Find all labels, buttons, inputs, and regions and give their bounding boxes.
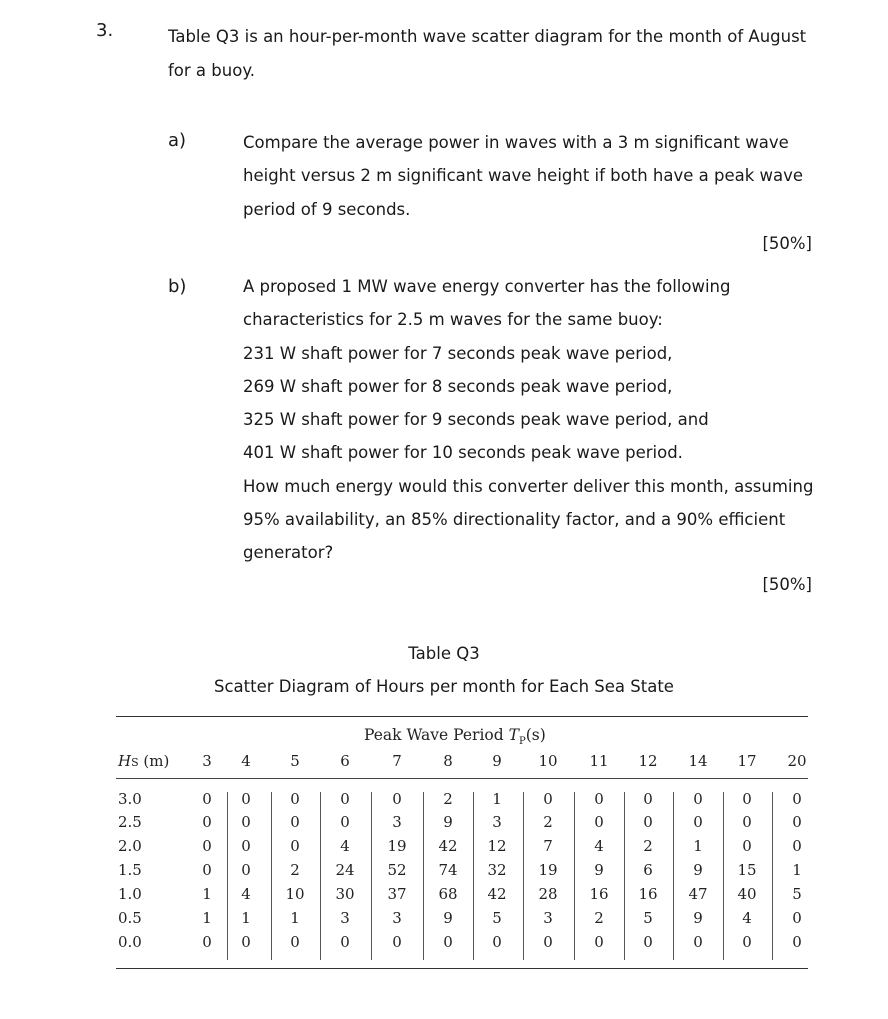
period-header-17: 17 bbox=[737, 752, 757, 770]
hs-row-label: 3.0 bbox=[118, 790, 142, 808]
table-cell: 1 bbox=[290, 909, 300, 927]
part-b-line: How much energy would this converter deliver this month, assuming bbox=[243, 476, 814, 496]
table-cell: 0 bbox=[643, 933, 653, 951]
table-title: Table Q3 bbox=[408, 644, 480, 663]
table-cell: 2 bbox=[643, 837, 653, 855]
table-cell: 0 bbox=[543, 790, 553, 808]
period-symbol-subscript: P bbox=[518, 736, 526, 748]
table-cell: 0 bbox=[241, 861, 251, 879]
table-cell: 0 bbox=[202, 933, 212, 951]
part-b-line: 269 W shaft power for 8 seconds peak wave period, bbox=[243, 376, 673, 396]
table-cell: 3 bbox=[392, 813, 402, 831]
part-b-line: 231 W shaft power for 7 seconds peak wave period, bbox=[243, 343, 673, 363]
table-cell: 0 bbox=[202, 813, 212, 831]
table-cell: 68 bbox=[438, 885, 458, 903]
table-cell: 0 bbox=[594, 813, 604, 831]
table-cell: 9 bbox=[443, 909, 453, 927]
table-cell: 0 bbox=[693, 790, 703, 808]
table-bottom-rule bbox=[116, 968, 808, 969]
table-cell: 2 bbox=[443, 790, 453, 808]
table-cell: 0 bbox=[693, 813, 703, 831]
table-cell: 19 bbox=[538, 861, 558, 879]
hs-row-label: 0.0 bbox=[118, 933, 142, 951]
table-cell: 1 bbox=[241, 909, 251, 927]
table-cell: 3 bbox=[543, 909, 553, 927]
part-b-text bbox=[243, 270, 823, 570]
column-divider bbox=[523, 792, 524, 960]
part-b-line: 95% availability, an 85% directionality factor, and a 90% efficient bbox=[243, 510, 786, 530]
period-header-3: 3 bbox=[202, 752, 212, 770]
question-intro-line: for a buoy. bbox=[168, 61, 255, 80]
table-cell: 4 bbox=[594, 837, 604, 855]
part-b-line: 325 W shaft power for 9 seconds peak wave period, and bbox=[243, 410, 709, 430]
column-divider bbox=[473, 792, 474, 960]
table-cell: 0 bbox=[492, 933, 502, 951]
table-cell: 74 bbox=[438, 861, 458, 879]
question-number: 3. bbox=[96, 20, 114, 41]
table-cell: 0 bbox=[290, 837, 300, 855]
table-cell: 1 bbox=[792, 861, 802, 879]
table-cell: 0 bbox=[742, 837, 752, 855]
period-symbol: T bbox=[508, 726, 519, 744]
table-cell: 0 bbox=[202, 790, 212, 808]
table-cell: 0 bbox=[290, 933, 300, 951]
table-cell: 16 bbox=[589, 885, 609, 903]
table-cell: 0 bbox=[340, 813, 350, 831]
table-cell: 0 bbox=[241, 837, 251, 855]
period-header-8: 8 bbox=[443, 752, 453, 770]
table-cell: 0 bbox=[340, 933, 350, 951]
table-cell: 0 bbox=[594, 933, 604, 951]
table-header-rule bbox=[116, 778, 808, 779]
part-b-line: 401 W shaft power for 10 seconds peak wave period. bbox=[243, 443, 683, 463]
table-cell: 5 bbox=[492, 909, 502, 927]
table-cell: 0 bbox=[693, 933, 703, 951]
table-cell: 0 bbox=[443, 933, 453, 951]
table-cell: 28 bbox=[538, 885, 558, 903]
table-cell: 10 bbox=[285, 885, 305, 903]
table-cell: 32 bbox=[487, 861, 507, 879]
hs-symbol: H bbox=[118, 752, 132, 770]
table-cell: 2 bbox=[290, 861, 300, 879]
table-cell: 30 bbox=[335, 885, 355, 903]
part-b-line: generator? bbox=[243, 543, 334, 563]
part-a-line: height versus 2 m significant wave height if both have a peak wave bbox=[243, 166, 804, 186]
part-b-line: characteristics for 2.5 m waves for the same buoy: bbox=[243, 310, 663, 330]
table-cell: 0 bbox=[792, 837, 802, 855]
column-divider bbox=[673, 792, 674, 960]
part-b-line: A proposed 1 MW wave energy converter has the following bbox=[243, 277, 731, 296]
column-divider bbox=[624, 792, 625, 960]
table-cell: 2 bbox=[543, 813, 553, 831]
table-cell: 42 bbox=[438, 837, 458, 855]
table-cell: 47 bbox=[688, 885, 708, 903]
table-cell: 0 bbox=[241, 813, 251, 831]
table-cell: 1 bbox=[202, 885, 212, 903]
hs-row-label: 1.5 bbox=[118, 861, 142, 879]
table-cell: 0 bbox=[392, 933, 402, 951]
period-header-7: 7 bbox=[392, 752, 402, 770]
hs-column-header bbox=[118, 752, 169, 770]
table-cell: 0 bbox=[594, 790, 604, 808]
question-intro-line: Table Q3 is an hour-per-month wave scatter diagram for the month of August bbox=[168, 27, 807, 46]
table-cell: 0 bbox=[392, 790, 402, 808]
column-divider bbox=[320, 792, 321, 960]
part-a-line: Compare the average power in waves with a 3 m significant wave bbox=[243, 133, 789, 152]
table-cell: 0 bbox=[643, 813, 653, 831]
question-intro bbox=[168, 20, 818, 88]
hs-unit: (m) bbox=[138, 752, 170, 770]
table-cell: 0 bbox=[202, 861, 212, 879]
table-cell: 0 bbox=[792, 813, 802, 831]
table-cell: 5 bbox=[792, 885, 802, 903]
table-cell: 16 bbox=[638, 885, 658, 903]
period-header-4: 4 bbox=[241, 752, 251, 770]
table-cell: 42 bbox=[487, 885, 507, 903]
table-cell: 0 bbox=[792, 933, 802, 951]
part-b-label: b) bbox=[168, 276, 187, 297]
column-divider bbox=[772, 792, 773, 960]
period-header-6: 6 bbox=[340, 752, 350, 770]
table-cell: 0 bbox=[742, 813, 752, 831]
column-divider bbox=[723, 792, 724, 960]
table-cell: 9 bbox=[693, 909, 703, 927]
period-unit: (s) bbox=[525, 726, 546, 744]
part-a-marks: [50%] bbox=[762, 234, 812, 253]
table-cell: 15 bbox=[737, 861, 757, 879]
period-header-9: 9 bbox=[492, 752, 502, 770]
table-cell: 5 bbox=[643, 909, 653, 927]
table-cell: 40 bbox=[737, 885, 757, 903]
column-divider bbox=[574, 792, 575, 960]
hs-row-label: 2.5 bbox=[118, 813, 142, 831]
table-cell: 0 bbox=[290, 790, 300, 808]
table-cell: 9 bbox=[693, 861, 703, 879]
table-cell: 0 bbox=[340, 790, 350, 808]
table-cell: 4 bbox=[241, 885, 251, 903]
period-group-header bbox=[364, 726, 546, 747]
table-cell: 0 bbox=[742, 790, 752, 808]
period-header-5: 5 bbox=[290, 752, 300, 770]
hs-symbol-subscript: S bbox=[131, 756, 139, 769]
table-cell: 0 bbox=[792, 909, 802, 927]
hs-row-label: 2.0 bbox=[118, 837, 142, 855]
column-divider bbox=[423, 792, 424, 960]
period-header-14: 14 bbox=[688, 752, 708, 770]
table-cell: 4 bbox=[340, 837, 350, 855]
part-a-line: period of 9 seconds. bbox=[243, 199, 411, 219]
part-a-label: a) bbox=[168, 130, 187, 151]
table-cell: 3 bbox=[492, 813, 502, 831]
part-b-marks: [50%] bbox=[762, 575, 812, 594]
period-group-header-text: Peak Wave Period bbox=[364, 726, 509, 744]
table-cell: 4 bbox=[742, 909, 752, 927]
table-cell: 52 bbox=[387, 861, 407, 879]
table-cell: 9 bbox=[594, 861, 604, 879]
hs-row-label: 1.0 bbox=[118, 885, 142, 903]
table-cell: 1 bbox=[202, 909, 212, 927]
table-cell: 9 bbox=[443, 813, 453, 831]
table-cell: 7 bbox=[543, 837, 553, 855]
table-cell: 1 bbox=[693, 837, 703, 855]
table-cell: 2 bbox=[594, 909, 604, 927]
table-cell: 1 bbox=[492, 790, 502, 808]
table-cell: 0 bbox=[643, 790, 653, 808]
period-header-12: 12 bbox=[638, 752, 658, 770]
period-header-11: 11 bbox=[589, 752, 609, 770]
part-a-text bbox=[243, 126, 823, 226]
table-cell: 24 bbox=[335, 861, 355, 879]
table-cell: 3 bbox=[340, 909, 350, 927]
period-header-10: 10 bbox=[538, 752, 558, 770]
table-cell: 0 bbox=[543, 933, 553, 951]
table-cell: 37 bbox=[387, 885, 407, 903]
table-cell: 0 bbox=[202, 837, 212, 855]
table-cell: 0 bbox=[241, 933, 251, 951]
column-divider bbox=[371, 792, 372, 960]
table-cell: 0 bbox=[241, 790, 251, 808]
table-cell: 3 bbox=[392, 909, 402, 927]
table-cell: 0 bbox=[792, 790, 802, 808]
hs-row-label: 0.5 bbox=[118, 909, 142, 927]
column-divider bbox=[271, 792, 272, 960]
table-top-rule bbox=[116, 716, 808, 717]
table-cell: 0 bbox=[290, 813, 300, 831]
table-cell: 6 bbox=[643, 861, 653, 879]
period-header-20: 20 bbox=[787, 752, 807, 770]
table-cell: 12 bbox=[487, 837, 507, 855]
table-cell: 19 bbox=[387, 837, 407, 855]
table-subtitle: Scatter Diagram of Hours per month for Each Sea State bbox=[214, 677, 674, 696]
table-cell: 0 bbox=[742, 933, 752, 951]
